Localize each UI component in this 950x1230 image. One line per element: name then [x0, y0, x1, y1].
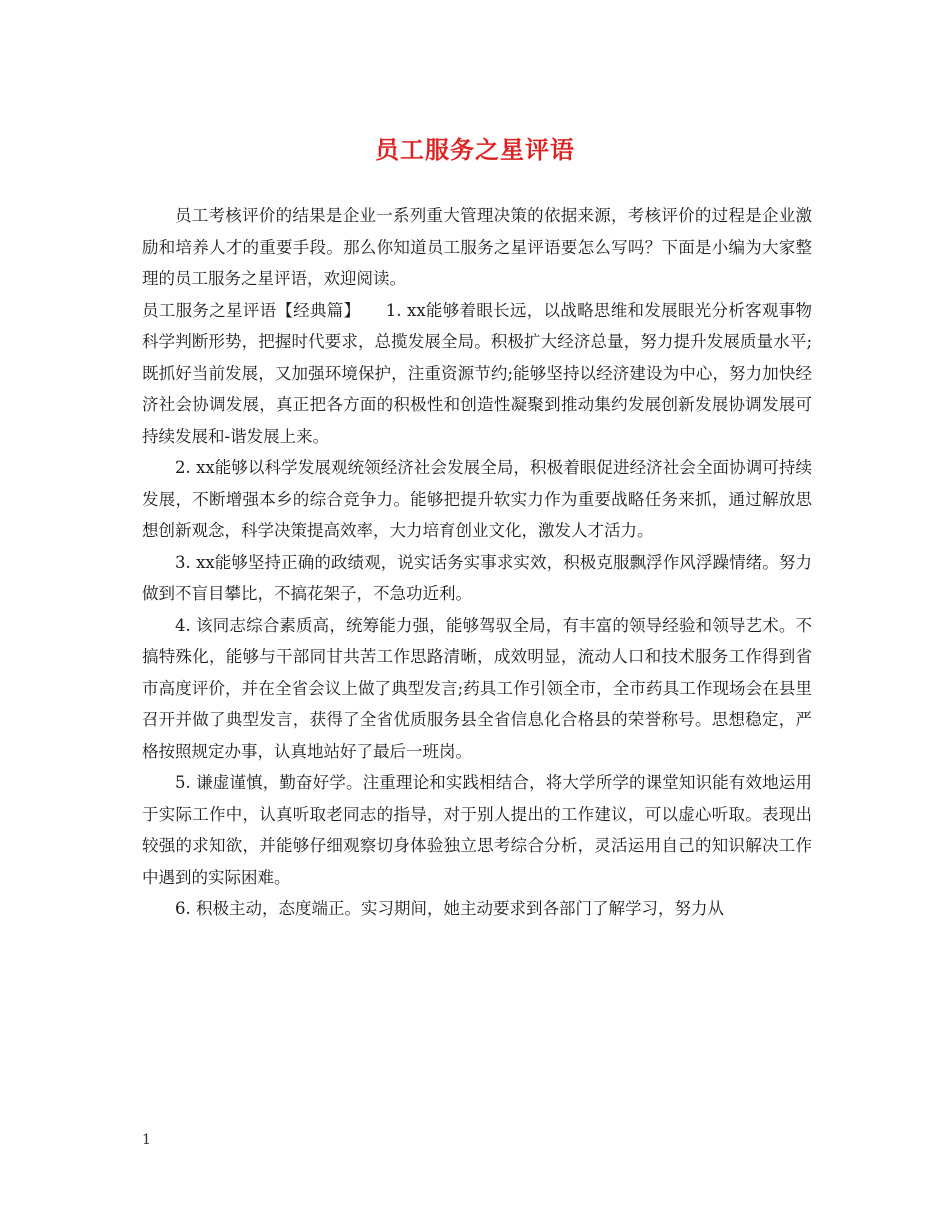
comment-paragraph-4: 4. 该同志综合素质高，统筹能力强，能够驾驭全局，有丰富的领导经验和领导艺术。不搞特殊化，能够与干部同甘共苦工作思路清晰，成效明显，流动人口和技术服务工作得到省市高度评价，并在全省会议上做了典型发言;药具工作引领全市，全市药具工作现场会在县里召开并做了典型发言，获得了全省优质服务县全省信息化合格县的荣誉称号。思想稳定，严格按照规定办事，认真地站好了最后一班岗。: [142, 615, 812, 761]
page-number: 1: [142, 1132, 151, 1148]
comment-paragraph-6: 6. 积极主动，态度端正。实习期间，她主动要求到各部门了解学习，努力从: [175, 899, 724, 918]
comment-paragraph-3: 3. xx能够坚持正确的政绩观，说实话务实事求实效，积极克服飘浮作风浮躁情绪。努力做到不盲目攀比，不搞花架子，不急功近利。: [142, 552, 812, 603]
intro-paragraph: 员工考核评价的结果是企业一系列重大管理决策的依据来源，考核评价的过程是企业激励和培养人才的重要手段。那么你知道员工服务之星评语要怎么写吗？下面是小编为大家整理的员工服务之星评语，欢迎阅读。: [142, 206, 812, 288]
document-title: 员工服务之星评语: [375, 135, 575, 164]
document-body: [142, 200, 812, 925]
comment-paragraph-2: 2. xx能够以科学发展观统领经济社会发展全局，积极着眼促进经济社会全面协调可持续发展，不断增强本乡的综合竞争力。能够把提升软实力作为重要战略任务来抓，通过解放思想创新观念，科学决策提高效率，大力培育创业文化，激发人才活力。: [142, 458, 812, 540]
comment-paragraph-5: 5. 谦虚谨慎，勤奋好学。注重理论和实践相结合，将大学所学的课堂知识能有效地运用于实际工作中，认真听取老同志的指导，对于别人提出的工作建议，可以虚心听取。表现出较强的求知欲，并能够仔细观察切身体验独立思考综合分析，灵活运用自己的知识解决工作中遇到的实际困难。: [142, 773, 812, 887]
classic-section-paragraph: 员工服务之星评语【经典篇】 1. xx能够着眼长远，以战略思维和发展眼光分析客观事物科学判断形势，把握时代要求，总揽发展全局。积极扩大经济总量，努力提升发展质量水平;既抓好当前发展，又加强环境保护，注重资源节约;能够坚持以经济建设为中心，努力加快经济社会协调发展，真正把各方面的积极性和创造性凝聚到推动集约发展创新发展协调发展可持续发展和-谐发展上来。: [142, 300, 812, 446]
